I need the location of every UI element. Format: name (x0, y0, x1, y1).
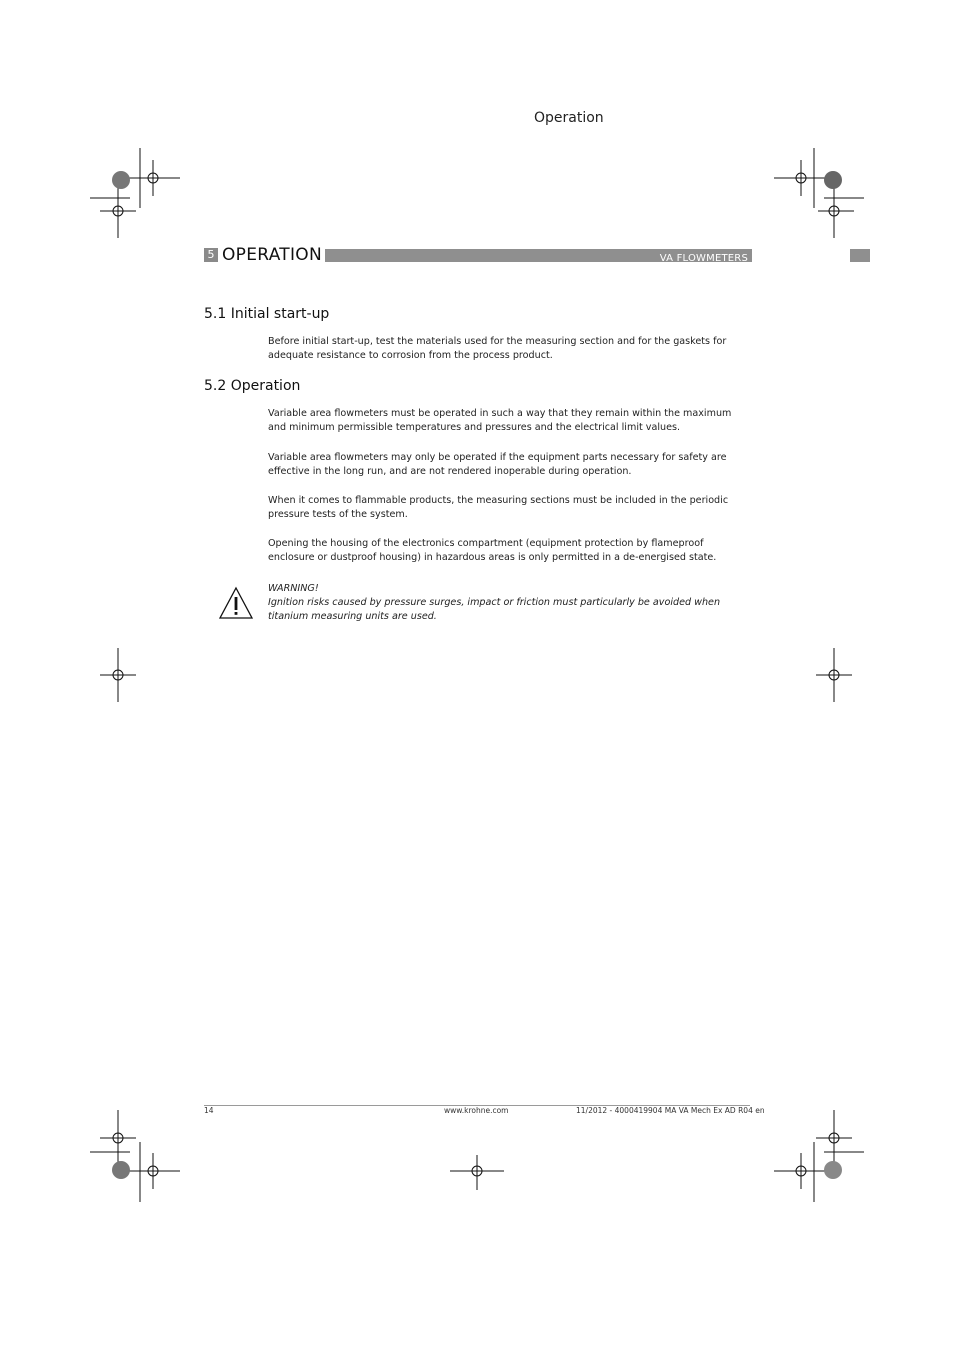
running-header: Operation (534, 110, 604, 126)
chapter-title: OPERATION (222, 245, 323, 265)
paragraph: Before initial start-up, test the materials used for the measuring section and for the gaskets for adequate resistance to corrosion from the process product. (268, 336, 727, 361)
paragraph: Variable area flowmeters must be operated in such a way that they remain within the maximum and minimum permissible temperatures and pressures and the electrical limit values. (268, 408, 732, 433)
page-number: 14 (204, 1106, 214, 1115)
paragraph: Opening the housing of the electronics compartment (equipment protection by flameproof enclosure or dustproof housing) in hazardous areas is only permitted in a de-energised state. (268, 538, 717, 563)
product-name: VA FLOWMETERS (659, 253, 748, 264)
warning-text: Ignition risks caused by pressure surges, impact or friction must particularly be avoided when titanium measuring units are used. (268, 597, 721, 622)
section-heading-operation: 5.2 Operation (204, 378, 301, 394)
paragraph: When it comes to flammable products, the measuring sections must be included in the periodic pressure tests of the system. (268, 495, 729, 520)
chapter-number: 5 (204, 248, 218, 262)
section-heading-initial-start-up: 5.1 Initial start-up (204, 306, 330, 322)
warning-title: WARNING! (268, 583, 319, 594)
side-tab (850, 249, 870, 262)
footer-website: www.krohne.com (444, 1106, 509, 1115)
warning-triangle-icon (218, 586, 254, 620)
chapter-fill-bar (325, 249, 752, 262)
footer-doc-ref: 11/2012 - 4000419904 MA VA Mech Ex AD R04 en (576, 1106, 765, 1115)
paragraph: Variable area flowmeters may only be operated if the equipment parts necessary for safety are effective in the long run, and are not rendered inoperable during operation. (268, 452, 727, 477)
chapter-header-bar (204, 246, 752, 264)
